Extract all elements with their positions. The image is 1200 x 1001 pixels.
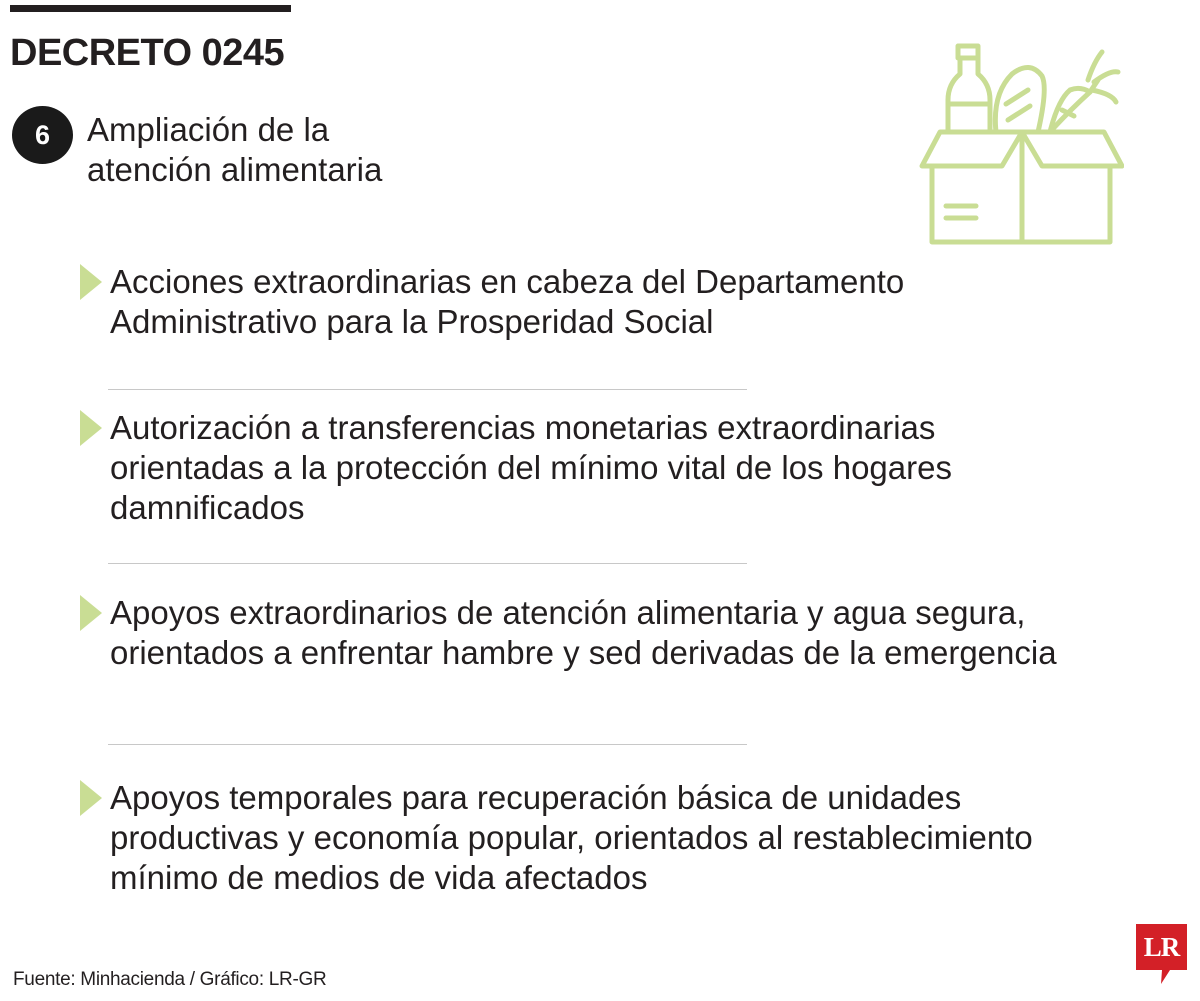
- bullet-arrow-icon: [80, 595, 102, 631]
- list-item-text: Acciones extraordinarias en cabeza del Departamento Administrativo para la Prosperidad Social: [110, 263, 905, 340]
- lr-logo: [1136, 924, 1187, 986]
- section-number-badge: 6: [12, 106, 73, 164]
- divider: [108, 389, 747, 390]
- page-title: DECRETO 0245: [10, 32, 285, 74]
- divider: [108, 563, 747, 564]
- divider: [108, 744, 747, 745]
- list-item: [80, 593, 1080, 673]
- food-box-icon: [918, 40, 1124, 246]
- bullet-arrow-icon: [80, 780, 102, 816]
- list-item: [80, 408, 1080, 528]
- list-item: [80, 262, 1080, 342]
- section-title: Ampliación de la atención alimentaria: [87, 111, 383, 188]
- lr-logo-text: LR: [1143, 932, 1180, 962]
- section-header: [12, 106, 447, 190]
- list-item-text: Autorización a transferencias monetarias extraordinarias orientadas a la protección del mínimo vital de los hogares damnificados: [110, 409, 952, 526]
- top-rule: [10, 5, 291, 12]
- bullet-arrow-icon: [80, 264, 102, 300]
- list-item-text: Apoyos extraordinarios de atención alimentaria y agua segura, orientados a enfrentar hambre y sed derivadas de la emergencia: [110, 594, 1057, 671]
- source-credit: Fuente: Minhacienda / Gráfico: LR-GR: [13, 969, 327, 990]
- list-item-text: Apoyos temporales para recuperación básica de unidades productivas y economía popular, orientados al restablecimiento mínimo de medios de vida afectados: [110, 779, 1033, 896]
- bullet-arrow-icon: [80, 410, 102, 446]
- list-item: [80, 778, 1080, 898]
